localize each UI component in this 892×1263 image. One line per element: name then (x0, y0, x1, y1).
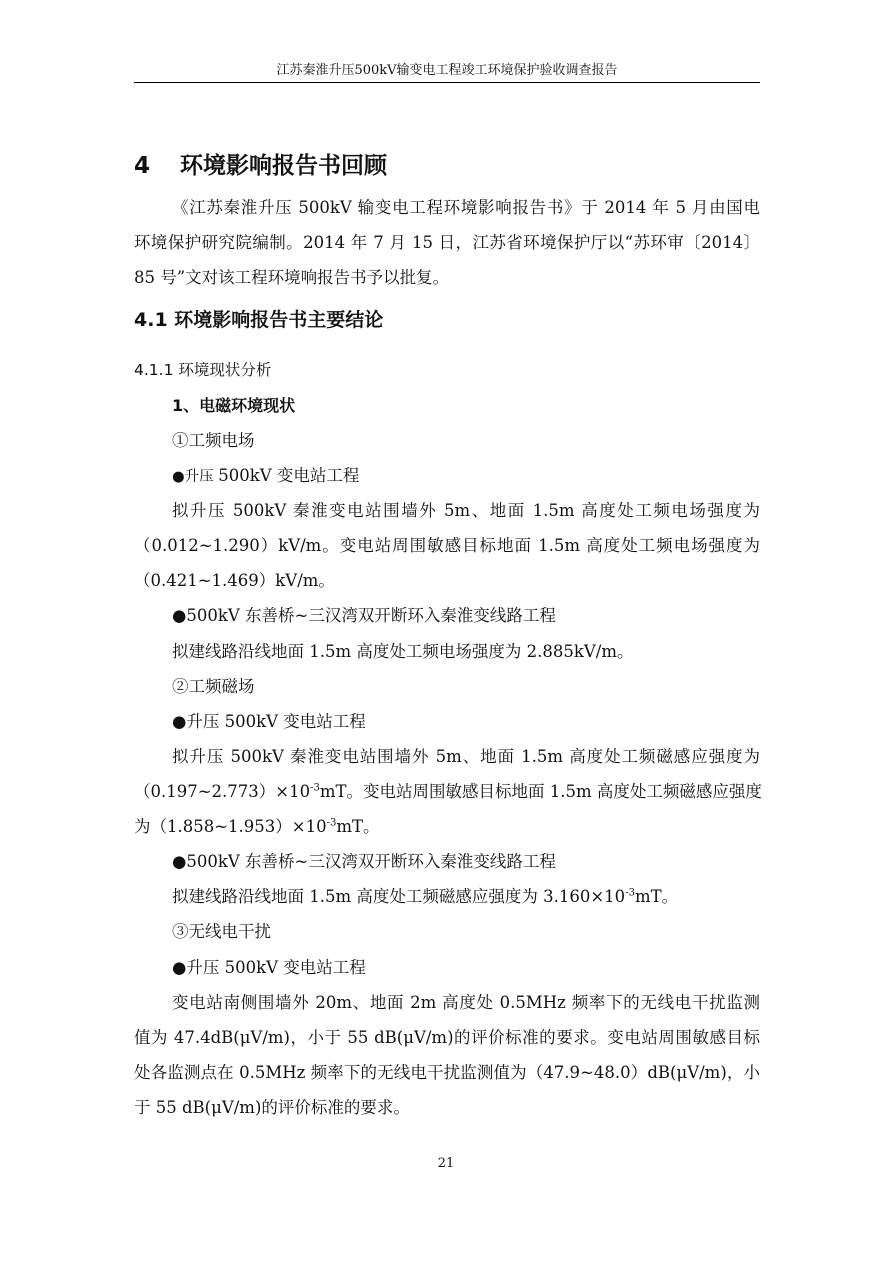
item-heading: 1、电磁环境现状 (172, 396, 296, 415)
text-segment: 为（1.858~1.953）×10 (134, 817, 327, 836)
exponent: -3 (326, 817, 337, 829)
electric-field-para-1-line-3: （0.421~1.469）kV/m。 (134, 571, 335, 590)
electric-field-para-1-line-1: 拟升压 500kV 秦淮变电站围墙外 5m、地面 1.5m 高度处工频电场强度为 (172, 501, 760, 520)
text-segment: mT。 (634, 887, 679, 906)
exponent: -3 (625, 887, 635, 899)
running-header: 江苏秦淮升压500kV输变电工程竣工环境保护验收调查报告 (276, 63, 618, 78)
bullet-prefix: ●升压 (172, 469, 219, 485)
text-segment: mT。变电站周围敏感目标地面 1.5m 高度处工频磁感应强度 (319, 782, 762, 801)
magnetic-field-bullet-2: ●500kV 东善桥~三汉湾双开断环入秦淮变线路工程 (172, 852, 556, 871)
radio-interference-line-3: 处各监测点在 0.5MHz 频率下的无线电干扰监测值为（47.9~48.0）dB(μV/m)，小 (134, 1063, 760, 1082)
radio-interference-line-2: 值为 47.4dB(μV/m)，小于 55 dB(μV/m)的评价标准的要求。变电站周围敏感目标 (134, 1028, 760, 1047)
chapter-number: 4 (134, 153, 151, 179)
intro-line-1: 《江苏秦淮升压 500kV 输变电工程环境影响报告书》于 2014 年 5 月由国电 (172, 198, 760, 217)
magnetic-field-para-1-line-3 (134, 815, 760, 839)
magnetic-field-para-2 (172, 885, 760, 909)
intro-line-2: 环境保护研究院编制。2014 年 7 月 15 日，江苏省环境保护厅以“苏环审〔2014〕 (134, 233, 760, 252)
magnetic-field-title: ②工频磁场 (172, 677, 255, 696)
text-segment: 拟建线路沿线地面 1.5m 高度处工频磁感应强度为 3.160×10 (172, 887, 626, 906)
electric-field-para-2: 拟建线路沿线地面 1.5m 高度处工频电场强度为 2.885kV/m。 (172, 642, 634, 661)
bullet-text: 500kV 变电站工程 (218, 466, 360, 485)
radio-interference-line-4: 于 55 dB(μV/m)的评价标准的要求。 (134, 1098, 410, 1117)
magnetic-field-bullet-1: ●升压 500kV 变电站工程 (172, 712, 366, 731)
text-segment: （0.197~2.773）×10 (134, 782, 311, 801)
magnetic-field-para-1-line-2 (134, 780, 760, 804)
radio-interference-bullet-1: ●升压 500kV 变电站工程 (172, 958, 366, 977)
text-segment: mT。 (336, 817, 380, 836)
exponent: -3 (310, 782, 320, 794)
electric-field-bullet-2: ●500kV 东善桥~三汉湾双开断环入秦淮变线路工程 (172, 606, 556, 625)
electric-field-bullet-1 (172, 464, 760, 489)
electric-field-para-1-line-2: （0.012~1.290）kV/m。变电站周围敏感目标地面 1.5m 高度处工频电场强度为 (134, 536, 760, 555)
subsection-heading: 4.1.1 环境现状分析 (134, 361, 272, 379)
electric-field-title: ①工频电场 (172, 431, 255, 450)
chapter-heading (134, 150, 387, 182)
radio-interference-title: ③无线电干扰 (172, 922, 271, 941)
radio-interference-line-1: 变电站南侧围墙外 20m、地面 2m 高度处 0.5MHz 频率下的无线电干扰监测 (172, 993, 760, 1012)
intro-line-3: 85 号”文对该工程环境响报告书予以批复。 (134, 268, 450, 287)
chapter-title: 环境影响报告书回顾 (180, 153, 387, 179)
header-rule (134, 82, 760, 83)
section-heading: 4.1 环境影响报告书主要结论 (134, 309, 384, 331)
magnetic-field-para-1-line-1: 拟升压 500kV 秦淮变电站围墙外 5m、地面 1.5m 高度处工频磁感应强度为 (172, 747, 760, 766)
page-number: 21 (437, 1156, 455, 1171)
